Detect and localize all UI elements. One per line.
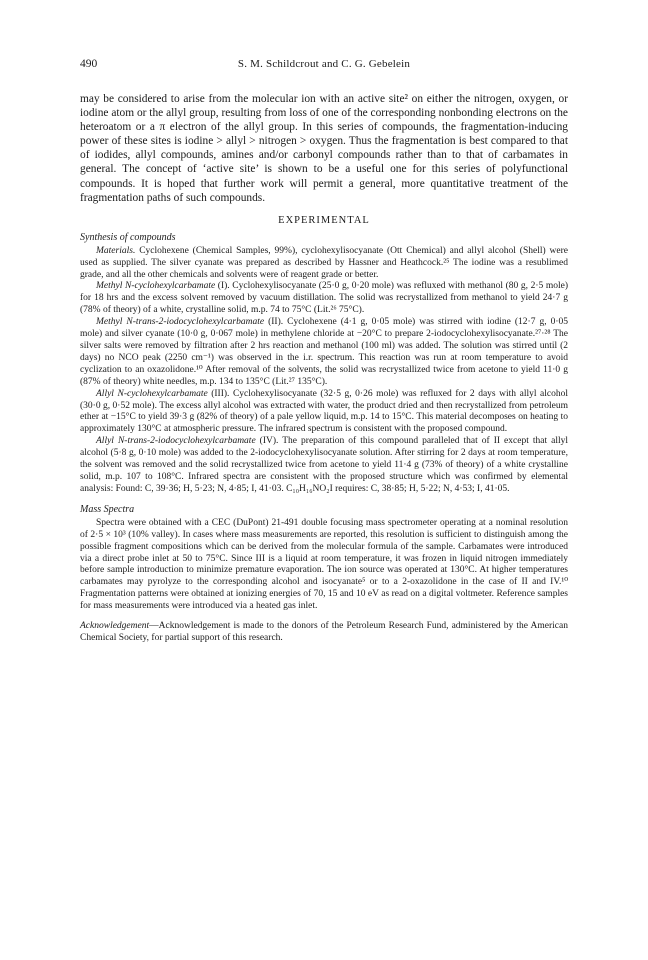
section-title-experimental: EXPERIMENTAL (278, 214, 370, 226)
compound-1-text: (I). Cyclohexylisocyanate (25·0 g, 0·20 mole) was refluxed with methanol (80 g, 2·5 mole) for 18 hrs and the excess solvent removed by vacuum distillation. The solid was recrystallized from methanol to yield 24·7 g (78% of theory) of a white, crystalline solid, m.p. 74 to 75°C (Lit.²⁶ 75°C). (80, 281, 568, 316)
compound-3-paragraph (80, 389, 568, 437)
page-header (80, 58, 568, 74)
compound-1-label: Methyl N-cyclohexylcarbamate (96, 281, 216, 292)
page-body (80, 92, 568, 645)
compound-2-paragraph (80, 317, 568, 388)
compound-1-paragraph (80, 281, 568, 317)
spacer (80, 496, 568, 504)
subsection-heading-mass-spectra: Mass Spectra (80, 503, 135, 515)
compound-4-paragraph (80, 436, 568, 496)
compound-3-text: (III). Cyclohexylisocyanate (32·5 g, 0·26 mole) was refluxed for 2 days with allyl alcohol (30·0 g, 0·52 mole). The excess allyl alcohol was extracted with water, the product dried and then recrystallized from petroleum ether at −15°C to yield 39·3 g (82% of theory) of a pale yellow liquid, m.p. 14 to 15°C. This material decomposes on heating to approximately 130°C at atmospheric pressure. The infrared spectrum is consistent with the proposed compound. (80, 388, 568, 435)
subsection-heading-synthesis: Synthesis of compounds (80, 231, 176, 243)
materials-paragraph (80, 246, 568, 282)
materials-text: Cyclohexene (Chemical Samples, 99%), cyclohexylisocyanate (Ott Chemical) and allyl alcohol (Shell) were used as supplied. The silver cyanate was prepared as described by Hassner and Heathcock.²⁵ The iodine was a resublimed grade, and all the other chemicals and solvents were of reagent grade or better. (80, 245, 568, 280)
intro-paragraph: may be considered to arise from the molecular ion with an active site² on either the nitrogen, oxygen, or iodine atom or the allyl group, resulting from loss of one of the corresponding nonbonding electrons on the heteroatom or a π electron of the allyl group. In this series of compounds, the fragmentation-inducing power of these sites is iodine > allyl > nitrogen > oxygen. Thus the fragmentation is best compared to that of iodides, allyl compounds, amines and/or carbonyl compounds rather than to that of carbamates in general. The concept of ‘active site’ is shown to be a useful one for this series of polyfunctional compounds. It is hoped that further work will permit a general, more quantitative treatment of the fragmentation paths of such compounds. (80, 93, 568, 204)
compound-4-text: (IV). The preparation of this compound paralleled that of II except that allyl alcohol (5·8 g, 0·10 mole) was added to the 2-iodocyclohexylisocyanate solution. After stirring for 2 days at room temperature, the solvent was removed and the solid recrystallized twice from acetone to yield 11·4 g (73% of theory) of a white crystalline solid, m.p. 107 to 108°C. Infrared spectra are consistent with the proposed structure which was confirmed by elemental analysis: Found: C, 39·36; H, 5·23; N, 4·85; I, 41·03. C₁₀H₁₆NO₂I requires: C, 38·85; H, 5·22; N, 4·53; I, 41·05. (80, 436, 568, 494)
acknowledgement-paragraph (80, 621, 568, 645)
acknowledgement-text: —Acknowledgement is made to the donors of the Petroleum Research Fund, administered by the American Chemical Society, for partial support of this research. (80, 621, 568, 643)
running-head: S. M. Schildcrout and C. G. Gebelein (237, 58, 411, 70)
compound-2-text: (II). Cyclohexene (4·1 g, 0·05 mole) was stirred with iodine (12·7 g, 0·05 mole) and silver cyanate (10·0 g, 0·067 mole) in methylene chloride at −20°C to prepare 2-iodocyclohexylisocyanate.²⁷·²⁸ The silver salts were removed by filtration after 2 hrs reaction and methanol (100 ml) was added. The solution was stirred until (2 days) no NCO peak (2250 cm⁻¹) was observed in the i.r. spectrum. This reaction was run at room temperature to avoid cyclization to an oxazolidone.¹⁰ After removal of the solvents, the solid was recrystallized twice from acetone to yield 11·0 g (87% of theory) white needles, m.p. 134 to 135°C (Lit.²⁷ 135°C). (80, 317, 568, 387)
acknowledgement-label: Acknowledgement (80, 621, 150, 632)
compound-2-label: Methyl N-trans-2-iodocyclohexylcarbamate (96, 317, 265, 328)
mass-spectra-paragraph: Spectra were obtained with a CEC (DuPont) 21-491 double focusing mass spectrometer operating at a nominal resolution of 2·5 × 10³ (10% valley). In cases where mass measurements are reported, this resolution is sufficient to distinguish among the possible fragment compositions which can be derived from the molecular formula of the sample. Carbamates were introduced via a direct probe inlet at 50 to 75°C. Since III is a liquid at room temperature, it was frozen in liquid nitrogen immediately before sample introduction to minimize premature evaporation. The ion source was operated at 130°C. At higher temperatures carbamates may pyrolyze to the corresponding alcohol and isocyanate⁵ or to a 2-oxazolidone in the case of II and IV.¹⁰ Fragmentation patterns were obtained at ionizing energies of 70, 15 and 10 eV as read on a digital voltmeter. Reference samples for mass measurements were introduced via a heated gas inlet. (80, 517, 568, 612)
compound-4-label: Allyl N-trans-2-iodocyclohexylcarbamate (96, 436, 256, 447)
page-number: 490 (80, 58, 98, 70)
compound-3-label: Allyl N-cyclohexylcarbamate (96, 388, 208, 399)
spacer (80, 613, 568, 621)
materials-label: Materials. (96, 245, 136, 256)
